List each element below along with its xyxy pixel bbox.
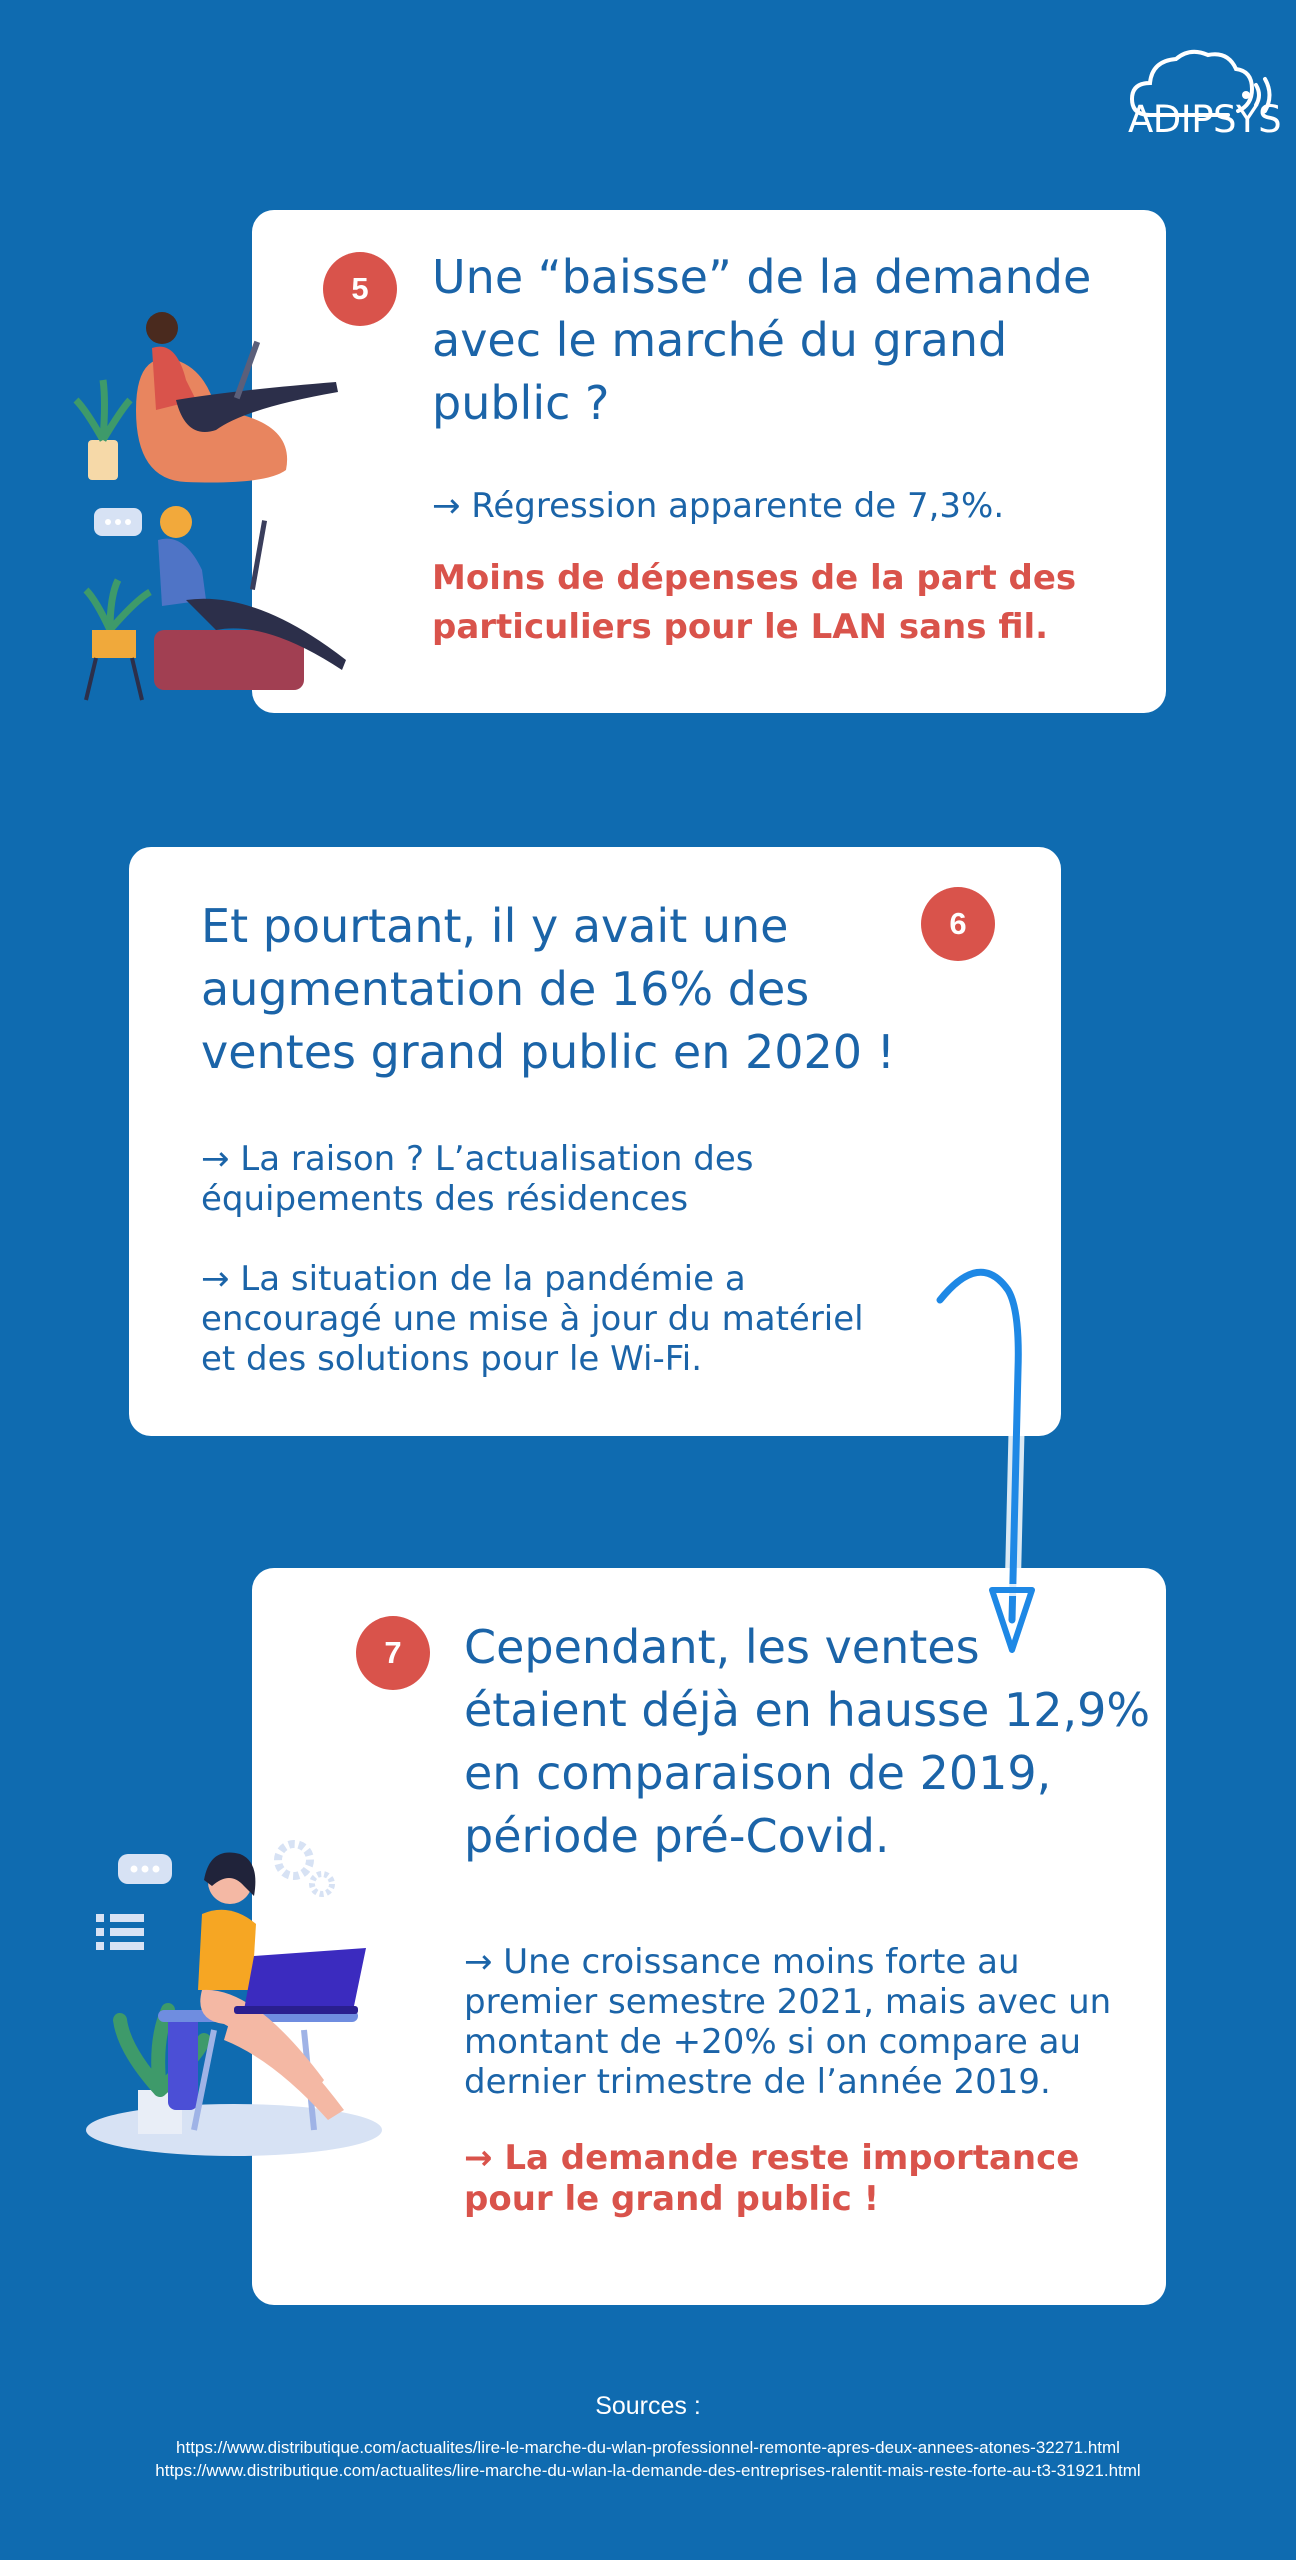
step-badge: 7 <box>356 1616 430 1690</box>
info-card-5 <box>252 210 1166 713</box>
brand-name: ADIPSYS <box>1128 98 1282 141</box>
card-paragraph-2: → La situation de la pandémie a encouragé une mise à jour du matériel et des solutions pour le Wi-Fi. <box>201 1259 864 1379</box>
step-badge: 6 <box>921 887 995 961</box>
curved-arrow-icon <box>920 1250 1040 1670</box>
step-badge: 5 <box>323 252 397 326</box>
card-title: Une “baisse” de la demande avec le marché du grand public ? <box>432 250 1092 430</box>
card-title: Cependant, les ventes étaient déjà en hausse 12,9% en comparaison de 2019, période pré-Covid. <box>464 1620 1151 1863</box>
card-paragraph-1: → La raison ? L’actualisation des équipements des résidences <box>201 1139 754 1219</box>
plant-pot-icon <box>88 440 118 480</box>
source-link-1[interactable]: https://www.distributique.com/actualites/lire-le-marche-du-wlan-professionnel-remonte-apres-deux-annees-atones-32271.html <box>176 2438 1120 2457</box>
woman-laptop-illustration <box>84 1840 424 2170</box>
list-icon <box>96 1914 144 1950</box>
sources-title: Sources : <box>595 2392 701 2420</box>
card-highlight: Moins de dépenses de la part des particuliers pour le LAN sans fil. <box>432 558 1077 647</box>
people-lounging-illustration <box>66 300 366 720</box>
card-body: → Régression apparente de 7,3%. <box>432 486 1005 526</box>
card-title: Et pourtant, il y avait une augmentation de 16% des ventes grand public en 2020 ! <box>201 899 896 1079</box>
gear-icon <box>278 1844 310 1876</box>
card-body: → Une croissance moins forte au premier semestre 2021, mais avec un montant de +20% si on compare au dernier trimestre de l’année 2019. <box>464 1942 1112 2102</box>
source-link-2[interactable]: https://www.distributique.com/actualites/lire-marche-du-wlan-la-demande-des-entreprises-ralentit-mais-reste-forte-au-t3-31921.html <box>155 2461 1141 2480</box>
card-highlight: → La demande reste importance pour le grand public ! <box>464 2138 1080 2219</box>
